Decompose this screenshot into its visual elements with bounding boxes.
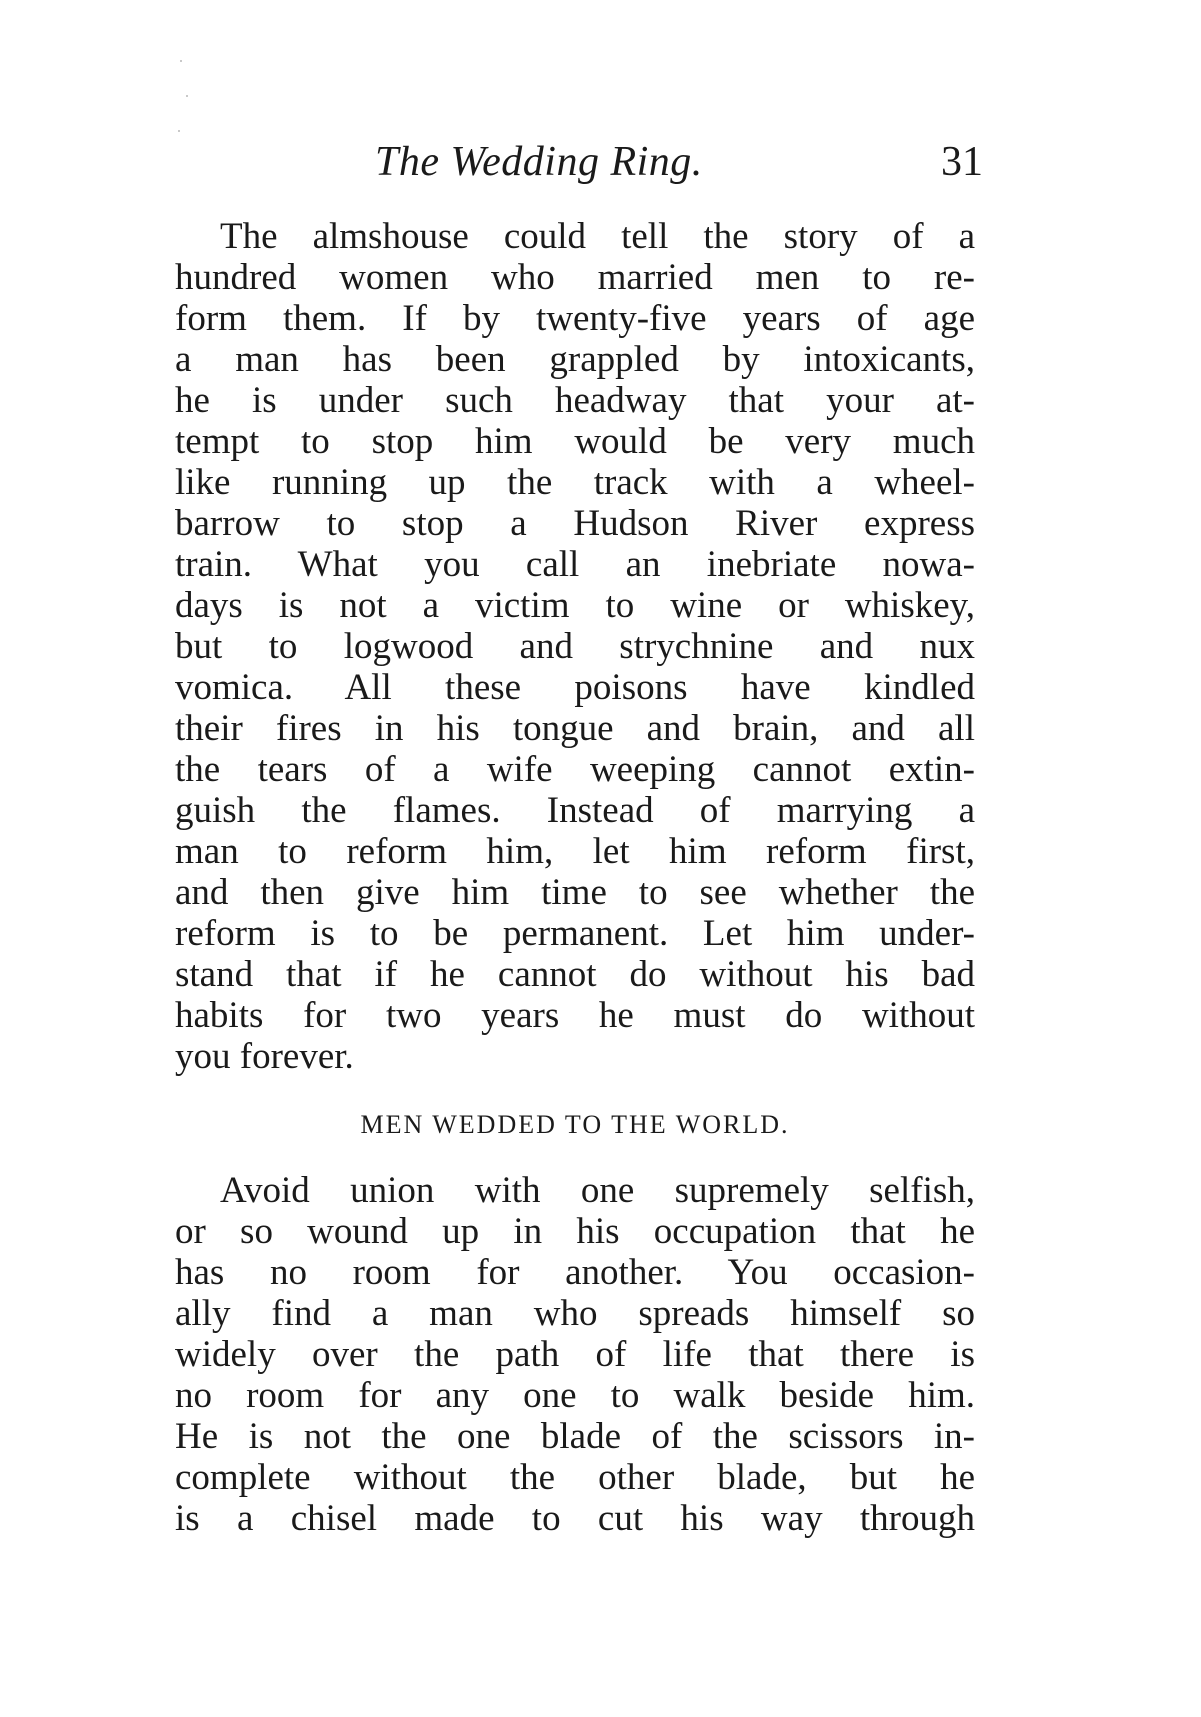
text-line: like running up the track with a wheel-: [175, 462, 975, 503]
section-heading: MEN WEDDED TO THE WORLD.: [360, 1110, 790, 1139]
text-line: form them. If by twenty-five years of age: [175, 298, 975, 339]
paper-speck: [178, 130, 180, 132]
text-line: He is not the one blade of the scissors in-: [175, 1416, 975, 1457]
text-line: complete without the other blade, but he: [175, 1457, 975, 1498]
text-line: their fires in his tongue and brain, and all: [175, 708, 975, 749]
text-line: but to logwood and strychnine and nux: [175, 626, 975, 667]
text-line: train. What you call an inebriate nowa-: [175, 544, 975, 585]
page-number: 31: [941, 139, 983, 185]
text-line: barrow to stop a Hudson River express: [175, 503, 975, 544]
text-line: has no room for another. You occasion-: [175, 1252, 975, 1293]
paper-speck: [180, 60, 182, 62]
paper-speck: [186, 95, 188, 97]
running-title: The Wedding Ring.: [375, 139, 703, 185]
text-line: Avoid union with one supremely selfish,: [220, 1170, 975, 1211]
text-line: is a chisel made to cut his way through: [175, 1498, 975, 1539]
text-line: tempt to stop him would be very much: [175, 421, 975, 462]
text-line: man to reform him, let him reform first,: [175, 831, 975, 872]
text-line: vomica. All these poisons have kindled: [175, 667, 975, 708]
text-line: reform is to be permanent. Let him under-: [175, 913, 975, 954]
text-line: no room for any one to walk beside him.: [175, 1375, 975, 1416]
paragraph-2: [175, 1170, 975, 1539]
text-line: hundred women who married men to re-: [175, 257, 975, 298]
text-line: stand that if he cannot do without his bad: [175, 954, 975, 995]
text-line: he is under such headway that your at-: [175, 380, 975, 421]
running-head: [175, 138, 983, 198]
text-line: the tears of a wife weeping cannot extin-: [175, 749, 975, 790]
text-line: a man has been grappled by intoxicants,: [175, 339, 975, 380]
text-line: ally find a man who spreads himself so: [175, 1293, 975, 1334]
text-line: The almshouse could tell the story of a: [220, 216, 975, 257]
paragraph-1: [175, 216, 975, 1077]
text-line: guish the flames. Instead of marrying a: [175, 790, 975, 831]
text-line: you forever.: [175, 1036, 354, 1077]
text-line: and then give him time to see whether the: [175, 872, 975, 913]
text-line: or so wound up in his occupation that he: [175, 1211, 975, 1252]
text-line: widely over the path of life that there is: [175, 1334, 975, 1375]
text-line: habits for two years he must do without: [175, 995, 975, 1036]
text-line: days is not a victim to wine or whiskey,: [175, 585, 975, 626]
